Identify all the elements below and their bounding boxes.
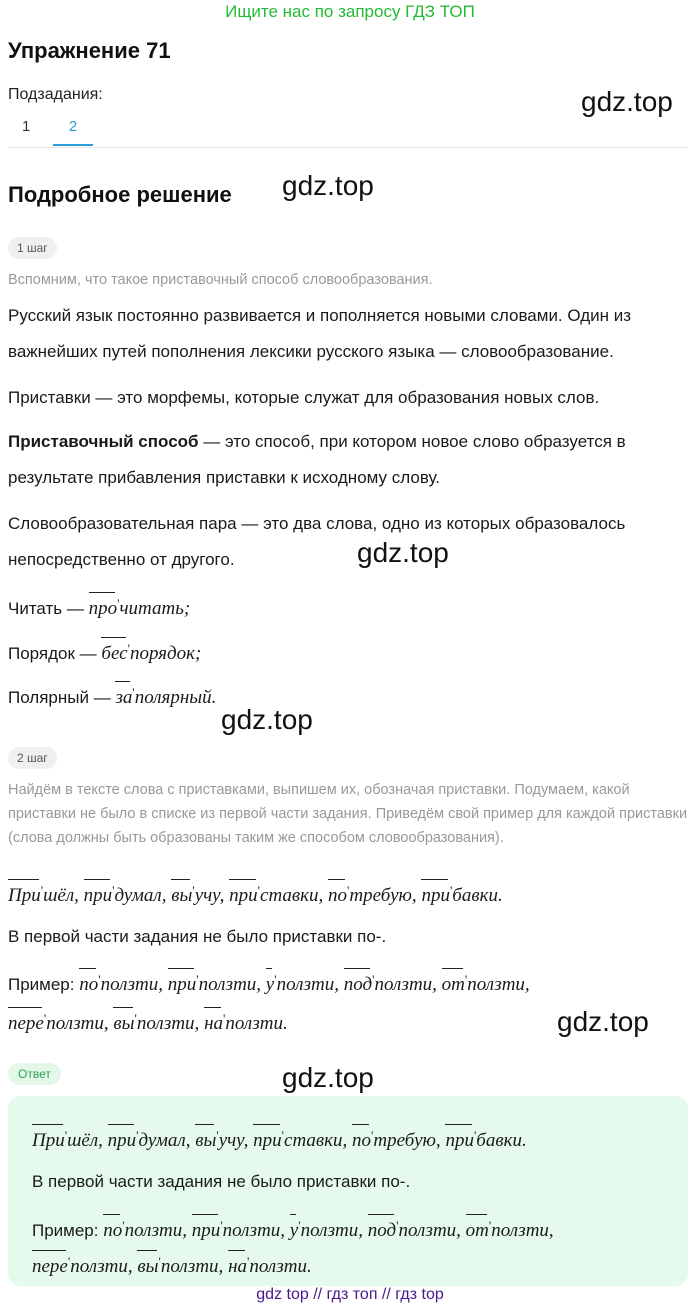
prefix-mark: по: [352, 1123, 371, 1159]
prefix-mark: от: [466, 1213, 489, 1249]
prefix-mark: у: [290, 1213, 298, 1249]
prefix-mark: от: [442, 967, 465, 1003]
watermark: gdz.top: [581, 86, 673, 117]
word-stem: требую,: [373, 1130, 441, 1151]
tab-subtask-1[interactable]: 1: [22, 118, 31, 135]
page-title: Упражнение 71: [8, 38, 171, 63]
word-stem: бавки.: [476, 1130, 527, 1151]
word-stem: ползти,: [70, 1256, 133, 1277]
prefix-mark: пере: [8, 1006, 44, 1042]
prefix-mark: по: [103, 1213, 122, 1249]
solution-title: Подробное решение: [8, 182, 232, 207]
prefix-mark: При: [32, 1123, 65, 1159]
prefix-mark: вы: [113, 1006, 134, 1042]
word-stem: ползти.: [249, 1256, 312, 1277]
prefix-mark: под: [344, 967, 372, 1003]
footer-links[interactable]: gdz top // гдз топ // гдз top: [256, 1286, 444, 1303]
paragraph: В первой части задания не было приставки по-.: [32, 1172, 411, 1191]
word-stem: ползти,: [491, 1220, 554, 1241]
prefix-mark: по: [328, 878, 347, 914]
paragraph: Русский язык постоянно развивается и пополняется новыми словами. Один из важнейших путей пополнения лексики русского языка — словообразование.: [8, 306, 632, 361]
prefix-mark: при: [168, 967, 197, 1003]
watermark: gdz.top: [221, 704, 313, 735]
step-hint: Найдём в тексте слова с приставками, выпишем их, обозначая приставки. Подумаем, какой приставки не было в списке из первой части задания. Приведём свой пример для каждой приставки (слова должны быть образованы таким же способом словообразования).: [8, 782, 688, 846]
prefix-mark: при: [108, 1123, 137, 1159]
prefix-mark: при: [253, 1123, 282, 1159]
example-word: Порядок —: [8, 644, 97, 663]
example-label: Пример:: [32, 1221, 99, 1240]
word-stem: думал,: [114, 885, 167, 906]
prefix-mark: про: [89, 591, 118, 627]
word-stem: читать;: [119, 598, 191, 619]
example-line: Полярный — за'полярный.: [8, 675, 688, 716]
prefix-mark: при: [229, 878, 258, 914]
word-stem: ползти,: [160, 1256, 224, 1277]
prefix-mark: пере: [32, 1249, 68, 1285]
word-stem: ползти,: [467, 974, 530, 995]
word-stem: бавки.: [452, 885, 503, 906]
prefix-mark: на: [228, 1249, 247, 1285]
prefix-mark: на: [204, 1006, 223, 1042]
word-stem: ставки,: [284, 1130, 348, 1151]
prefix-mark: под: [368, 1213, 396, 1249]
word-stem: порядок;: [129, 643, 202, 664]
word-stem: ползти,: [398, 1220, 461, 1241]
word-stem: ползти,: [100, 974, 164, 995]
answer-badge: Ответ: [8, 1063, 61, 1085]
subtasks-label: Подзадания:: [8, 86, 103, 103]
paragraph: В первой части задания не было приставки по-.: [8, 927, 387, 946]
word-stem: ползти,: [374, 974, 437, 995]
watermark: gdz.top: [557, 1006, 649, 1037]
example-line: пере'ползти, вы'ползти, на'ползти.: [32, 1244, 682, 1285]
step-badge: 2 шаг: [8, 747, 57, 769]
example-word: Полярный —: [8, 688, 111, 707]
example-line: Пример: по'ползти, при'ползти, у'ползти, под'ползти, от'ползти,: [32, 1208, 682, 1249]
word-stem: шёл,: [43, 885, 79, 906]
prefix-mark: при: [84, 878, 113, 914]
prefix-mark: по: [79, 967, 98, 1003]
prefix-mark: вы: [137, 1249, 158, 1285]
word-stem: ползти,: [276, 974, 340, 995]
word-stem: учу,: [218, 1130, 249, 1151]
paragraph: [8, 424, 688, 496]
paragraph: Приставки — это морфемы, которые служат для образования новых слов.: [8, 388, 600, 407]
word-stem: требую,: [349, 885, 417, 906]
watermark: gdz.top: [357, 537, 449, 568]
active-tab-indicator: [53, 144, 93, 146]
term-definition: — это способ, при котором новое слово образуется в результате прибавления приставки к исходному слову.: [8, 432, 626, 487]
paragraph: Словообразовательная пара — это два слова, одно из которых образовалось непосредственно от другого.: [8, 514, 626, 569]
word-stem: полярный.: [134, 687, 217, 708]
example-line: Читать — про'читать;: [8, 586, 688, 627]
word-stem: ползти,: [124, 1220, 188, 1241]
prefix-mark: за: [115, 680, 132, 716]
word-stem: ставки,: [260, 885, 324, 906]
prefixed-words-line: При'шёл, при'думал, вы'учу, при'ставки, по'требую, при'бавки.: [8, 873, 688, 914]
step-badge: 1 шаг: [8, 237, 57, 259]
word-stem: думал,: [138, 1130, 191, 1151]
word-stem: ползти,: [222, 1220, 286, 1241]
word-stem: ползти,: [46, 1013, 109, 1034]
prefix-mark: При: [8, 878, 41, 914]
prefix-mark: бес: [101, 636, 127, 672]
watermark: gdz.top: [282, 1062, 374, 1093]
prefixed-words-line: При'шёл, при'думал, вы'учу, при'ставки, по'требую, при'бавки.: [32, 1118, 682, 1159]
word-stem: ползти.: [225, 1013, 288, 1034]
prefix-mark: вы: [195, 1123, 216, 1159]
prefix-mark: вы: [171, 878, 192, 914]
watermark: gdz.top: [282, 170, 374, 201]
divider: [8, 147, 688, 148]
word-stem: ползти,: [198, 974, 262, 995]
step-hint: Вспомним, что такое приставочный способ словообразования.: [8, 272, 433, 288]
example-line: пере'ползти, вы'ползти, на'ползти.: [8, 1001, 688, 1042]
tab-subtask-2[interactable]: 2: [68, 118, 78, 135]
example-word: Читать —: [8, 599, 84, 618]
prefix-mark: при: [421, 878, 450, 914]
prefix-mark: при: [445, 1123, 474, 1159]
example-line: Порядок — бес'порядок;: [8, 631, 688, 672]
example-label: Пример:: [8, 975, 75, 994]
term-bold: Приставочный способ: [8, 432, 199, 451]
prefix-mark: у: [266, 967, 274, 1003]
word-stem: ползти,: [300, 1220, 364, 1241]
promo-banner[interactable]: Ищите нас по запросу ГДЗ ТОП: [225, 2, 475, 21]
word-stem: учу,: [194, 885, 225, 906]
prefix-mark: при: [192, 1213, 221, 1249]
example-line: Пример: по'ползти, при'ползти, у'ползти, под'ползти, от'ползти,: [8, 962, 688, 1003]
word-stem: ползти,: [136, 1013, 200, 1034]
word-stem: шёл,: [67, 1130, 103, 1151]
